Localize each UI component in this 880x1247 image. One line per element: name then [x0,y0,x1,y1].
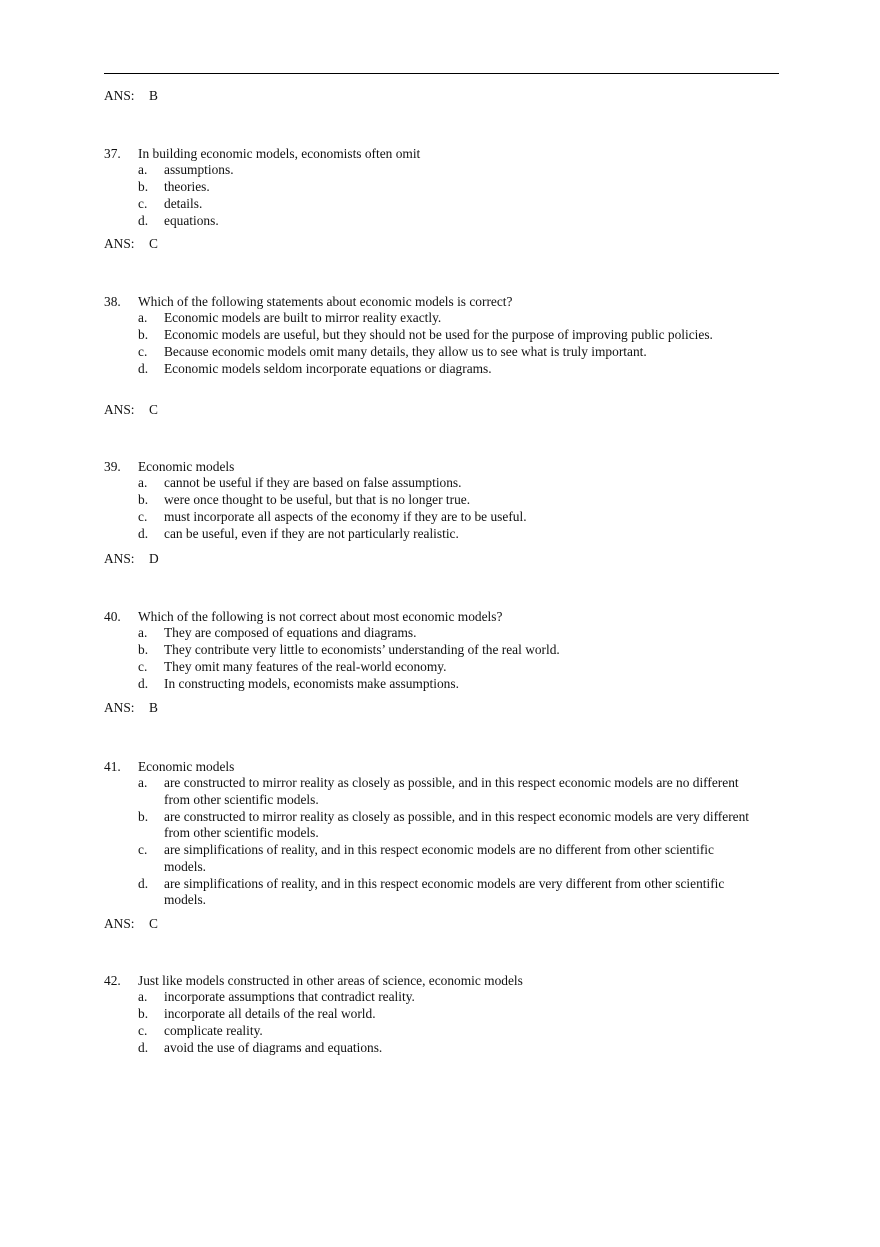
option-d [104,676,754,693]
option-letter: d. [138,675,149,691]
option-a [104,162,754,179]
option-text: details. [164,196,203,212]
option-a [104,625,754,642]
option-text: must incorporate all aspects of the economy if they are to be useful. [164,509,527,525]
question-stem [104,973,754,989]
question-number: 40. [104,609,121,624]
option-letter: b. [138,492,149,508]
question-39 [104,459,754,543]
answer-value: C [149,402,158,417]
question-stem [104,459,754,475]
answer-38 [104,402,158,418]
option-d [104,876,754,909]
answer-label: ANS: [104,551,135,566]
option-text: They omit many features of the real-world economy. [164,659,447,675]
option-text: In constructing models, economists make assumptions. [164,675,459,691]
option-text: cannot be useful if they are based on false assumptions. [164,475,462,491]
option-letter: a. [138,310,148,326]
answer-41 [104,916,158,932]
option-letter: c. [138,509,148,525]
option-b [104,179,754,196]
option-b [104,809,754,842]
option-c [104,842,754,875]
option-text: complicate reality. [164,1023,263,1039]
answer-37 [104,236,158,252]
option-list [104,775,754,909]
option-text: Because economic models omit many details, they allow us to see what is truly important. [164,344,647,360]
option-letter: a. [138,989,148,1005]
answer-40 [104,700,158,716]
option-text: avoid the use of diagrams and equations. [164,1039,383,1055]
option-b [104,642,754,659]
option-a [104,475,754,492]
option-text: They are composed of equations and diagrams. [164,625,417,641]
option-b [104,492,754,509]
option-text: Economic models are built to mirror reality exactly. [164,310,442,326]
question-stem [104,609,754,625]
question-number: 38. [104,294,121,309]
answer-value: D [149,551,159,566]
answer-39 [104,551,159,567]
option-letter: a. [138,775,148,791]
question-text: Just like models constructed in other areas of science, economic models [138,973,523,988]
question-37 [104,146,754,230]
option-text: Economic models seldom incorporate equations or diagrams. [164,360,492,376]
option-text: are constructed to mirror reality as closely as possible, and in this respect economic models are no different from other scientific models. [164,775,739,807]
option-c [104,196,754,213]
option-text: are constructed to mirror reality as closely as possible, and in this respect economic models are very different from other scientific models. [164,808,750,841]
option-letter: c. [138,659,148,675]
question-stem [104,759,754,775]
question-number: 41. [104,759,121,774]
option-letter: a. [138,475,148,491]
answer-label: ANS: [104,88,135,103]
option-text: were once thought to be useful, but that is no longer true. [164,492,471,508]
option-letter: d. [138,525,149,541]
option-letter: b. [138,808,149,824]
previous-answer [104,88,158,104]
question-stem [104,146,754,162]
question-number: 42. [104,973,121,988]
option-letter: a. [138,625,148,641]
option-d [104,1040,754,1057]
option-text: theories. [164,179,210,195]
option-letter: a. [138,162,148,178]
header-rule [104,73,779,74]
option-letter: b. [138,327,149,343]
option-text: assumptions. [164,162,234,178]
answer-value: B [149,88,158,103]
option-d [104,526,754,543]
option-text: incorporate all details of the real world. [164,1006,376,1022]
question-text: Economic models [138,459,235,474]
question-stem [104,294,754,310]
option-letter: c. [138,344,148,360]
answer-label: ANS: [104,402,135,417]
question-text: Which of the following statements about economic models is correct? [138,294,513,309]
answer-label: ANS: [104,916,135,931]
question-number: 37. [104,146,121,161]
option-letter: b. [138,642,149,658]
option-letter: c. [138,1023,148,1039]
option-text: incorporate assumptions that contradict reality. [164,989,415,1005]
option-b [104,1006,754,1023]
question-text: In building economic models, economists often omit [138,146,421,161]
question-text: Economic models [138,759,235,774]
option-text: equations. [164,212,219,228]
option-list [104,625,754,692]
option-list [104,989,754,1056]
option-c [104,344,754,361]
option-a [104,775,754,808]
question-text: Which of the following is not correct about most economic models? [138,609,503,624]
option-c [104,509,754,526]
answer-value: B [149,700,158,715]
option-list [104,310,754,377]
option-b [104,327,754,344]
option-letter: d. [138,360,149,376]
question-38 [104,294,754,378]
answer-label: ANS: [104,700,135,715]
option-letter: d. [138,875,149,891]
question-42 [104,973,754,1057]
option-letter: b. [138,1006,149,1022]
option-letter: d. [138,1039,149,1055]
option-c [104,1023,754,1040]
question-40 [104,609,754,693]
option-text: They contribute very little to economists’ understanding of the real world. [164,642,560,658]
answer-value: C [149,916,158,931]
option-letter: c. [138,842,148,858]
option-text: Economic models are useful, but they should not be used for the purpose of improving public policies. [164,327,713,343]
option-a [104,989,754,1006]
option-letter: c. [138,196,148,212]
option-letter: d. [138,212,149,228]
option-c [104,659,754,676]
option-text: are simplifications of reality, and in this respect economic models are no different from other scientific models. [164,842,714,874]
option-text: can be useful, even if they are not particularly realistic. [164,525,459,541]
option-list [104,162,754,229]
answer-label: ANS: [104,236,135,251]
answer-value: C [149,236,158,251]
option-a [104,310,754,327]
question-41 [104,759,754,909]
option-d [104,213,754,230]
option-letter: b. [138,179,149,195]
option-text: are simplifications of reality, and in this respect economic models are very different from other scientific models. [164,875,725,908]
question-number: 39. [104,459,121,474]
option-list [104,475,754,542]
option-d [104,361,754,378]
